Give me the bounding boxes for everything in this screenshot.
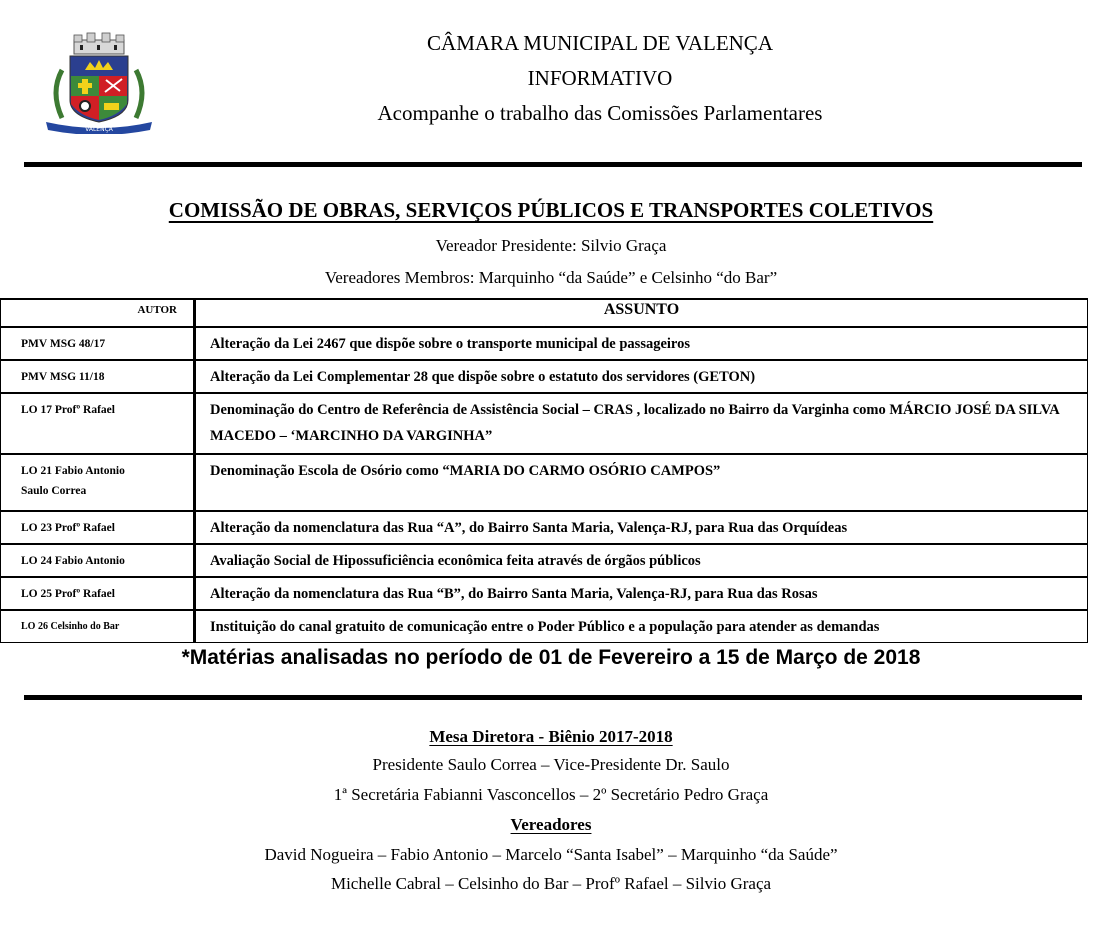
table-row [1,454,1088,511]
cell-autor-line1: LO 21 Fabio Antonio [21,465,125,477]
cell-autor: LO 17 Profº Rafael [1,393,195,454]
table-row [1,327,1088,360]
mesa-diretora-line-1: Presidente Saulo Correa – Vice-Presidente Dr. Saulo [372,755,730,774]
cell-autor [1,454,195,511]
cell-assunto: Alteração da nomenclatura das Rua “B”, do Bairro Santa Maria, Valença-RJ, para Rua das Rosas [195,577,1088,610]
commission-title [0,197,1102,223]
vereadores-line-1: David Nogueira – Fabio Antonio – Marcelo “Santa Isabel” – Marquinho “da Saúde” [264,845,838,864]
analysis-period-note: *Matérias analisadas no período de 01 de Fevereiro a 15 de Março de 2018 [181,646,921,669]
table-row [1,577,1088,610]
cell-autor-line2: Saulo Correa [21,485,87,497]
commission-members: Vereadores Membros: Marquinho “da Saúde” e Celsinho “do Bar” [324,268,778,287]
cell-autor: LO 25 Profº Rafael [1,577,195,610]
vereadores-title [0,814,1102,836]
divider-top [24,162,1082,167]
table-header-row [1,299,1088,327]
document-header-area [0,0,1102,298]
institution-name: CÂMARA MUNICIPAL DE VALENÇA [427,31,773,55]
cell-autor: PMV MSG 11/18 [1,360,195,393]
table-row [1,360,1088,393]
publication-title: INFORMATIVO [527,66,673,90]
cell-assunto: Avaliação Social de Hipossuficiência econômica feita através de órgãos públicos [195,544,1088,577]
vereadores-line-2: Michelle Cabral – Celsinho do Bar – Profº Rafael – Silvio Graça [330,874,772,893]
column-header-assunto: ASSUNTO [195,299,1088,327]
cell-assunto: Alteração da nomenclatura das Rua “A”, do Bairro Santa Maria, Valença-RJ, para Rua das Orquídeas [195,511,1088,544]
matters-table [0,298,1088,643]
cell-assunto: Denominação Escola de Osório como “MARIA DO CARMO OSÓRIO CAMPOS” [195,454,1088,511]
divider-bottom [24,695,1082,700]
table-row [1,393,1088,454]
commission-president: Vereador Presidente: Silvio Graça [435,236,667,255]
cell-assunto: Alteração da Lei 2467 que dispõe sobre o transporte municipal de passageiros [195,327,1088,360]
table-row [1,544,1088,577]
cell-autor: PMV MSG 48/17 [1,327,195,360]
table-row [1,511,1088,544]
document-footer-area [0,643,1102,935]
mesa-diretora-line-2: 1ª Secretária Fabianni Vasconcellos – 2º Secretário Pedro Graça [333,785,769,804]
mesa-diretora-title [0,726,1102,748]
cell-autor: LO 23 Profº Rafael [1,511,195,544]
publication-subtitle: Acompanhe o trabalho das Comissões Parlamentares [377,101,823,125]
cell-assunto: Alteração da Lei Complementar 28 que dispõe sobre o estatuto dos servidores (GETON) [195,360,1088,393]
cell-assunto: Denominação do Centro de Referência de Assistência Social – CRAS , localizado no Bairro da Varginha como MÁRCIO JOSÉ DA SILVA MACEDO – ‘MARCINHO DA VARGINHA” [195,393,1088,454]
crest-ribbon-text: VALENÇA [85,126,113,133]
municipal-crest-logo [40,30,158,134]
cell-assunto: Instituição do canal gratuito de comunicação entre o Poder Público e a população para atender as demandas [195,610,1088,643]
cell-autor: LO 24 Fabio Antonio [1,544,195,577]
column-header-autor: AUTOR [1,299,195,327]
cell-autor: LO 26 Celsinho do Bar [1,610,195,643]
vereadores-title-text: Vereadores [510,815,592,834]
mesa-diretora-title-text: Mesa Diretora - Biênio 2017-2018 [429,727,673,746]
commission-title-text: COMISSÃO DE OBRAS, SERVIÇOS PÚBLICOS E TRANSPORTES COLETIVOS [168,198,934,222]
table-row [1,610,1088,643]
